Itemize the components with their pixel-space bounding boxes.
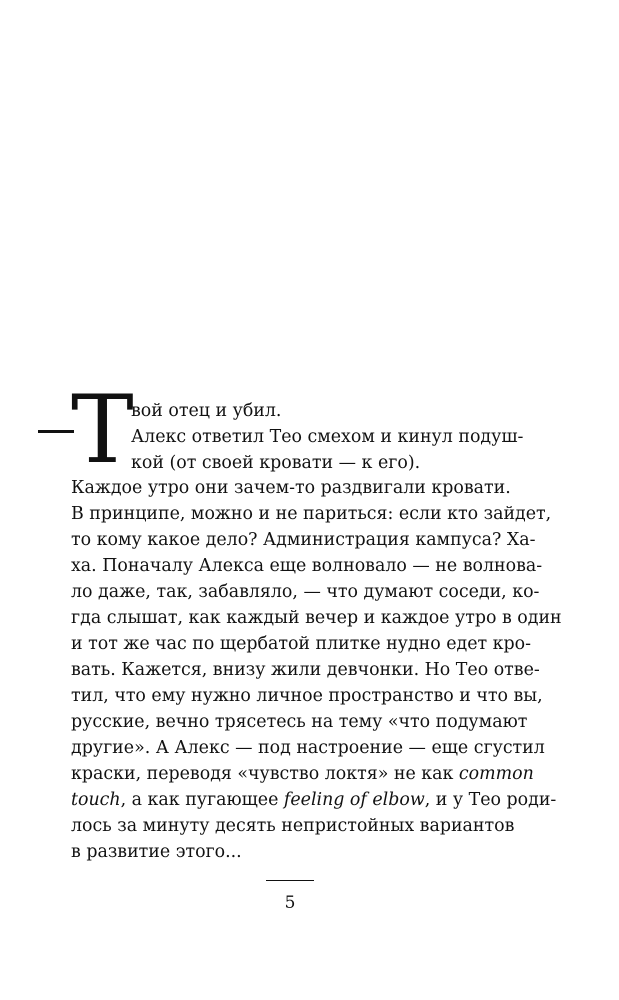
italic-text: feeling of elbow <box>283 790 425 810</box>
text-line: и тот же час по щербатой плитке нудно едет кро- <box>71 634 531 654</box>
text-segment: , и у Тео роди- <box>424 790 557 810</box>
text-line: русские, вечно трясетесь на тему «что подумают <box>71 712 528 732</box>
italic-text: touch <box>71 790 121 810</box>
page-number: 5 <box>284 893 296 913</box>
drop-cap: Т <box>71 376 134 485</box>
text-line: гда слышат, как каждый вечер и каждое утро в один <box>71 608 562 628</box>
text-line: в развитие этого... <box>71 842 242 862</box>
text-line: то кому какое дело? Администрация кампуса? Ха- <box>71 530 536 550</box>
text-line: Алекс ответил Тео смехом и кинул подуш- <box>131 427 524 447</box>
text-line: тил, что ему нужно личное пространство и что вы, <box>71 686 543 706</box>
text-line: другие». А Алекс — под настроение — еще сгустил <box>71 738 545 758</box>
text-segment: краски, переводя «чувство локтя» не как <box>71 764 459 784</box>
text-line: вой отец и убил. <box>131 401 282 421</box>
text-line: лось за минуту десять непристойных вариантов <box>71 816 515 836</box>
text-line: Каждое утро они зачем-то раздвигали кровати. <box>71 478 511 498</box>
text-line: ло даже, так, забавляло, — что думают соседи, ко- <box>71 582 540 602</box>
text-line <box>71 761 534 787</box>
text-line: кой (от своей кровати — к его). <box>131 453 421 473</box>
text-segment: , а как пугающее <box>120 790 284 810</box>
text-line: ха. Поначалу Алекса еще волновало — не волнова- <box>71 556 543 576</box>
italic-text: common <box>458 764 534 784</box>
text-line: В принципе, можно и не париться: если кто зайдет, <box>71 504 552 524</box>
text-line <box>71 787 557 813</box>
text-line: вать. Кажется, внизу жили девчонки. Но Тео отве- <box>71 660 540 680</box>
dialogue-dash <box>38 430 74 433</box>
footer-rule <box>266 880 314 881</box>
